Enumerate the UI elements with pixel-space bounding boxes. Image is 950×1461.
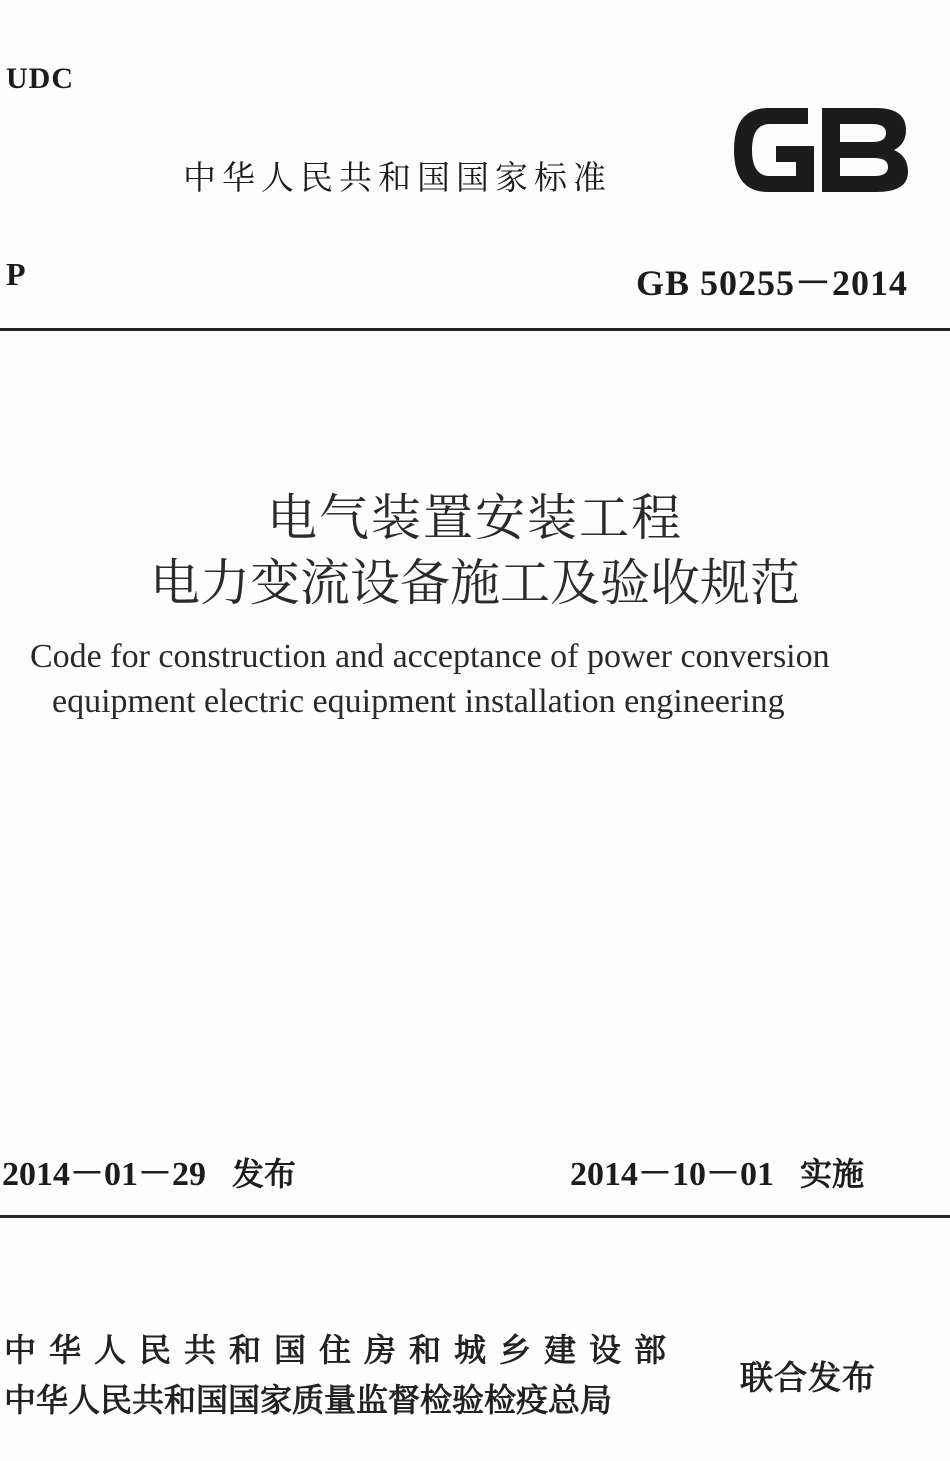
implement-date: 2014－10－01 bbox=[570, 1156, 774, 1193]
udc-label: UDC bbox=[6, 62, 74, 95]
title-zh-line1: 电气装置安装工程 bbox=[267, 489, 683, 547]
joint-issue-label: 联合发布 bbox=[740, 1358, 876, 1397]
gb-logo bbox=[726, 102, 912, 198]
implement-date-block bbox=[570, 1146, 864, 1195]
issue-date: 2014－01－29 bbox=[2, 1156, 206, 1193]
title-en-line1: Code for construction and acceptance of power conversion bbox=[30, 638, 830, 675]
issuer-aqsiq: 中华人民共和国国家质量监督检验检疫总局 bbox=[4, 1381, 613, 1419]
gb-logo-letter-b bbox=[822, 108, 908, 192]
gb-logo-letter-g bbox=[734, 108, 814, 192]
issue-date-block bbox=[2, 1146, 296, 1195]
title-zh-line2: 电力变流设备施工及验收规范 bbox=[150, 554, 800, 612]
category-code: P bbox=[6, 256, 26, 292]
implement-label: 实施 bbox=[800, 1155, 865, 1193]
top-divider bbox=[0, 328, 950, 331]
svg-text:GB: GB bbox=[726, 102, 728, 103]
issue-label: 发布 bbox=[232, 1155, 297, 1193]
bottom-divider bbox=[0, 1215, 950, 1218]
title-en-line2: equipment electric equipment installation engineering bbox=[52, 683, 785, 720]
issuer-ministry: 中华人民共和国住房和城乡建设部 bbox=[4, 1331, 680, 1369]
standard-number: GB 50255－2014 bbox=[635, 263, 908, 303]
national-standard-heading: 中华人民共和国国家标准 bbox=[183, 158, 612, 197]
